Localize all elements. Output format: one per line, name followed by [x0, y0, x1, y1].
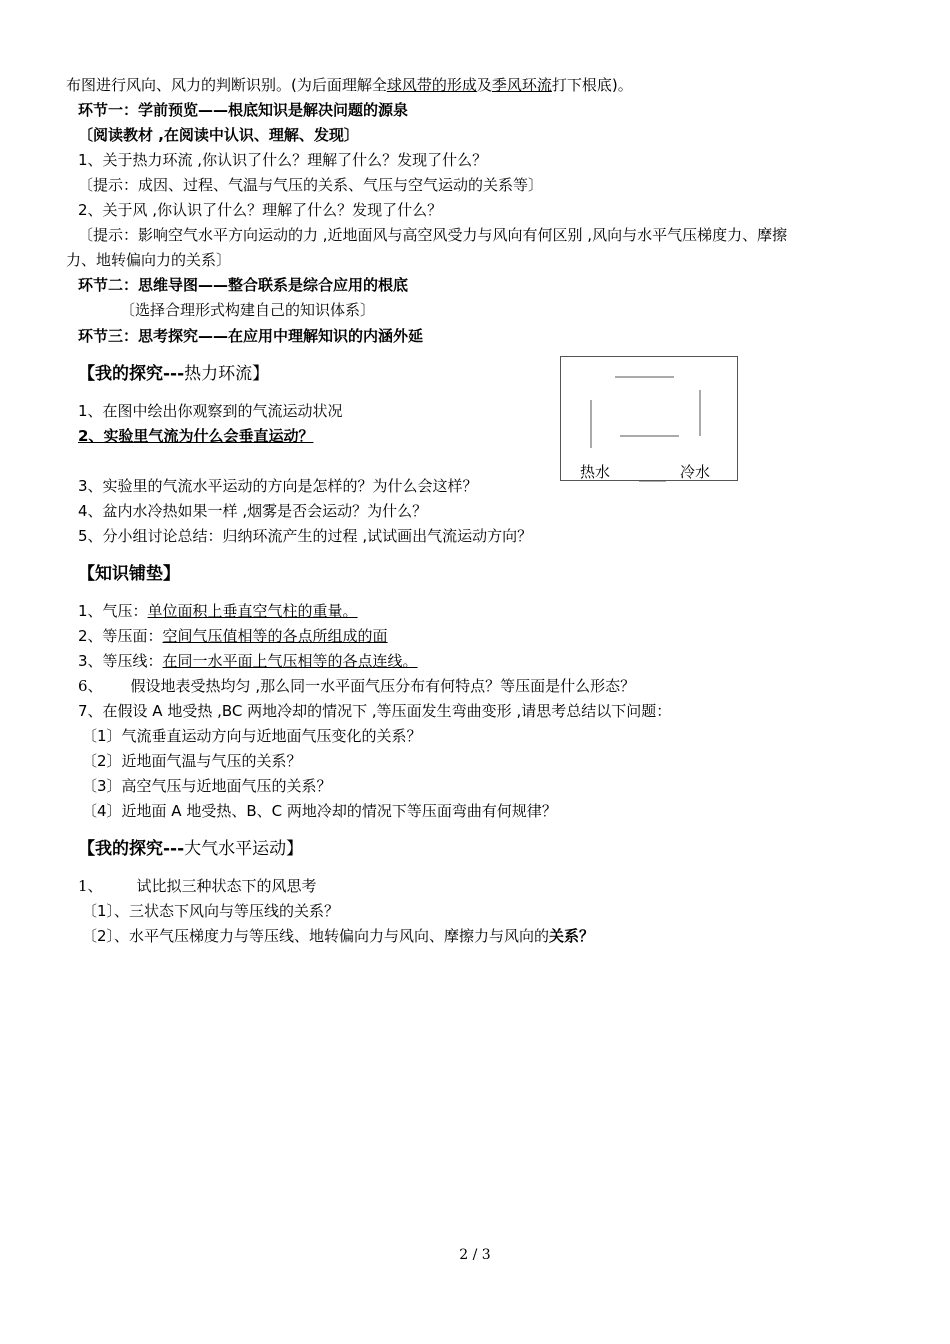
- monsoon-term: 季风环流: [491, 76, 552, 94]
- explore1-item-5: 5、分小组讨论总结：归纳环流产生的过程 ,试试画出气流运动方向？: [78, 527, 533, 545]
- step2-title: 环节二：思维导图——整合联系是综合应用的根底: [78, 276, 409, 294]
- step1-hint-1: 〔提示：成因、过程、气温与气压的关系、气压与空气运动的关系等〕: [78, 176, 544, 194]
- knowledge-sub-2: 〔2〕近地面气温与气压的关系？: [82, 752, 302, 770]
- step1-question-2: 2、关于风 ,你认识了什么？理解了什么？发现了什么？: [78, 201, 443, 219]
- explore1-item-4: 4、盆内水冷热如果一样 ,烟雾是否会运动？为什么？: [78, 502, 428, 520]
- knowledge-heading: 【知识铺垫】: [78, 564, 180, 584]
- step1-hint-2-line-1: 〔提示：影响空气水平方向运动的力 ,近地面风与高空风受力与风向有何区别 ,风向与水平气压梯度力、摩擦: [78, 226, 788, 244]
- step1-title: 环节一：学前预览——根底知识是解决问题的源泉: [78, 101, 409, 119]
- page-number: 2 / 3: [459, 1247, 491, 1263]
- knowledge-sub-3: 〔3〕高空气压与近地面气压的关系？: [82, 777, 332, 795]
- explore1-item-3: 3、实验里的气流水平运动的方向是怎样的？为什么会这样？: [78, 477, 478, 495]
- explore1-item-2: 2、实验里气流为什么会垂直运动？: [78, 427, 314, 445]
- knowledge-question-7: 7、在假设 A 地受热 ,BC 两地冷却的情况下 ,等压面发生弯曲变形 ,请思考总结以下问题：: [78, 702, 672, 720]
- knowledge-sub-1: 〔1〕气流垂直运动方向与近地面气压变化的关系？: [82, 727, 422, 745]
- cold-water-label: 冷水: [680, 463, 711, 481]
- step1-subtitle: 〔阅读教材 ,在阅读中认识、理解、发现〕: [78, 126, 359, 144]
- hot-water-label: 热水: [580, 463, 611, 481]
- definition-air-pressure: 1、气压：单位面积上垂直空气柱的重量。: [78, 602, 358, 620]
- thermal-circulation-figure: [560, 356, 740, 484]
- step1-hint-2-line-2: 力、地转偏向力的关系〕: [66, 251, 232, 269]
- step3-title: 环节三：思考探究——在应用中理解知识的内涵外延: [78, 327, 424, 345]
- explore-horizontal-heading: 【我的探究---大气水平运动】: [78, 839, 304, 859]
- explore2-sub-2: 〔2〕、水平气压梯度力与等压线、地转偏向力与风向、摩擦力与风向的关系？: [82, 927, 595, 945]
- knowledge-sub-4: 〔4〕近地面 A 地受热、B、C 两地冷却的情况下等压面弯曲有何规律？: [82, 802, 557, 820]
- explore2-question-1: 1、 试比拟三种状态下的风思考: [78, 877, 317, 895]
- intro-line: 布图进行风向、风力的判断识别。(为后面理解全球风带的形成及季风环流打下根底)。: [66, 76, 633, 94]
- explore-thermal-heading: 【我的探究---热力环流】: [78, 364, 270, 384]
- definition-isobar: 3、等压线：在同一水平面上气压相等的各点连线。: [78, 652, 418, 670]
- explore2-sub-1: 〔1〕、三状态下风向与等压线的关系？: [82, 902, 340, 920]
- definition-isobaric-surface: 2、等压面：空间气压值相等的各点所组成的面: [78, 627, 388, 645]
- step2-subtitle: 〔选择合理形式构建自己的知识体系〕: [120, 301, 376, 319]
- step1-question-1: 1、关于热力环流 ,你认识了什么？理解了什么？发现了什么？: [78, 151, 488, 169]
- knowledge-question-6: 6、 假设地表受热均匀 ,那么同一水平面气压分布有何特点？等压面是什么形态？: [78, 677, 636, 695]
- global-wind-belt-term: 球风带的形成: [386, 76, 477, 94]
- explore1-item-1: 1、在图中绘出你观察到的气流运动状况: [78, 402, 343, 420]
